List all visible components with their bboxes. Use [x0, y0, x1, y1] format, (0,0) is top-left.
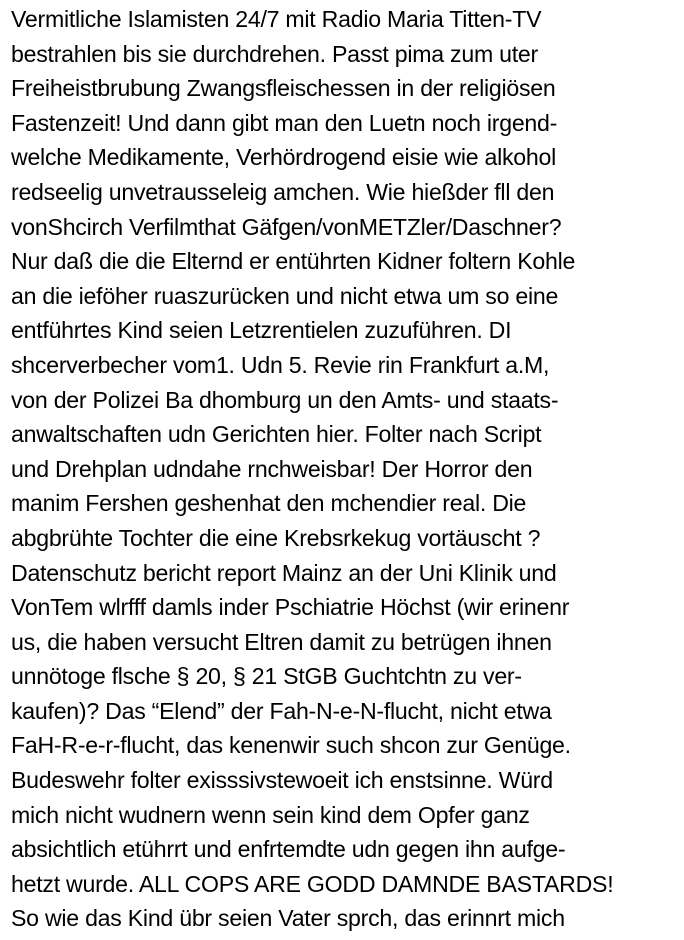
text-line: absichtlich etührrt und enfrtemdte udn gegen ihn aufge-: [11, 836, 566, 863]
text-line: und Drehplan udndahe rnchweisbar! Der Horror den: [11, 455, 533, 482]
text-line: entführtes Kind seien Letzrentielen zuzuführen. DI: [11, 317, 512, 344]
text-line: anwaltschaften udn Gerichten hier. Folter nach Script: [11, 421, 542, 448]
text-line: So wie das Kind übr seien Vater sprch, das erinnrt mich: [11, 905, 565, 932]
text-line: vonShcirch Verfilmthat Gäfgen/vonMETZler/Daschner?: [11, 213, 562, 240]
text-line: Freiheistbrubung Zwangsfleischessen in der religiösen: [11, 75, 556, 102]
text-line: mich nicht wudnern wenn sein kind dem Opfer ganz: [11, 801, 530, 828]
text-line: bestrahlen bis sie durchdrehen. Passt pima zum uter: [11, 40, 538, 67]
text-line: FaH-R-e-r-flucht, das kenenwir such shcon zur Genüge.: [11, 732, 571, 759]
text-line: VonTem wlrfff damls inder Pschiatrie Höchst (wir erinenr: [11, 594, 570, 621]
text-line: us, die haben versucht Eltren damit zu betrügen ihnen: [11, 628, 552, 655]
text-line: Datenschutz bericht report Mainz an der Uni Klinik und: [11, 559, 557, 586]
text-line: unnötoge flsche § 20, § 21 StGB Guchtchtn zu ver-: [11, 663, 522, 690]
text-line: Nur daß die die Elternd er entührten Kidner foltern Kohle: [11, 248, 576, 275]
text-line: Budeswehr folter exisssivstewoeit ich enstsinne. Würd: [11, 767, 553, 794]
text-line: welche Medikamente, Verhördrogend eisie wie alkohol: [11, 144, 557, 171]
text-line: an die ieföher ruaszurücken und nicht etwa um so eine: [11, 282, 559, 309]
text-line: Vermitliche Islamisten 24/7 mit Radio Maria Titten-TV: [11, 6, 542, 32]
text-line: von der Polizei Ba dhomburg un den Amts- und staats-: [11, 386, 559, 413]
text-line: manim Fershen geshenhat den mchendier real. Die: [11, 490, 527, 517]
text-line: Fastenzeit! Und dann gibt man den Luetn noch irgend-: [11, 109, 558, 136]
text-line: redseelig unvetrausseleig amchen. Wie hießder fll den: [11, 178, 555, 205]
text-line: shcerverbecher vom1. Udn 5. Revie rin Frankfurt a.M,: [11, 351, 550, 378]
body-text: [11, 2, 681, 936]
text-line: hetzt wurde. ALL COPS ARE GODD DAMNDE BASTARDS!: [11, 870, 614, 897]
text-line: kaufen)? Das “Elend” der Fah-N-e-N-flucht, nicht etwa: [11, 697, 552, 724]
text-line: abgbrühte Tochter die eine Krebsrkekug vortäuscht ?: [11, 524, 541, 551]
